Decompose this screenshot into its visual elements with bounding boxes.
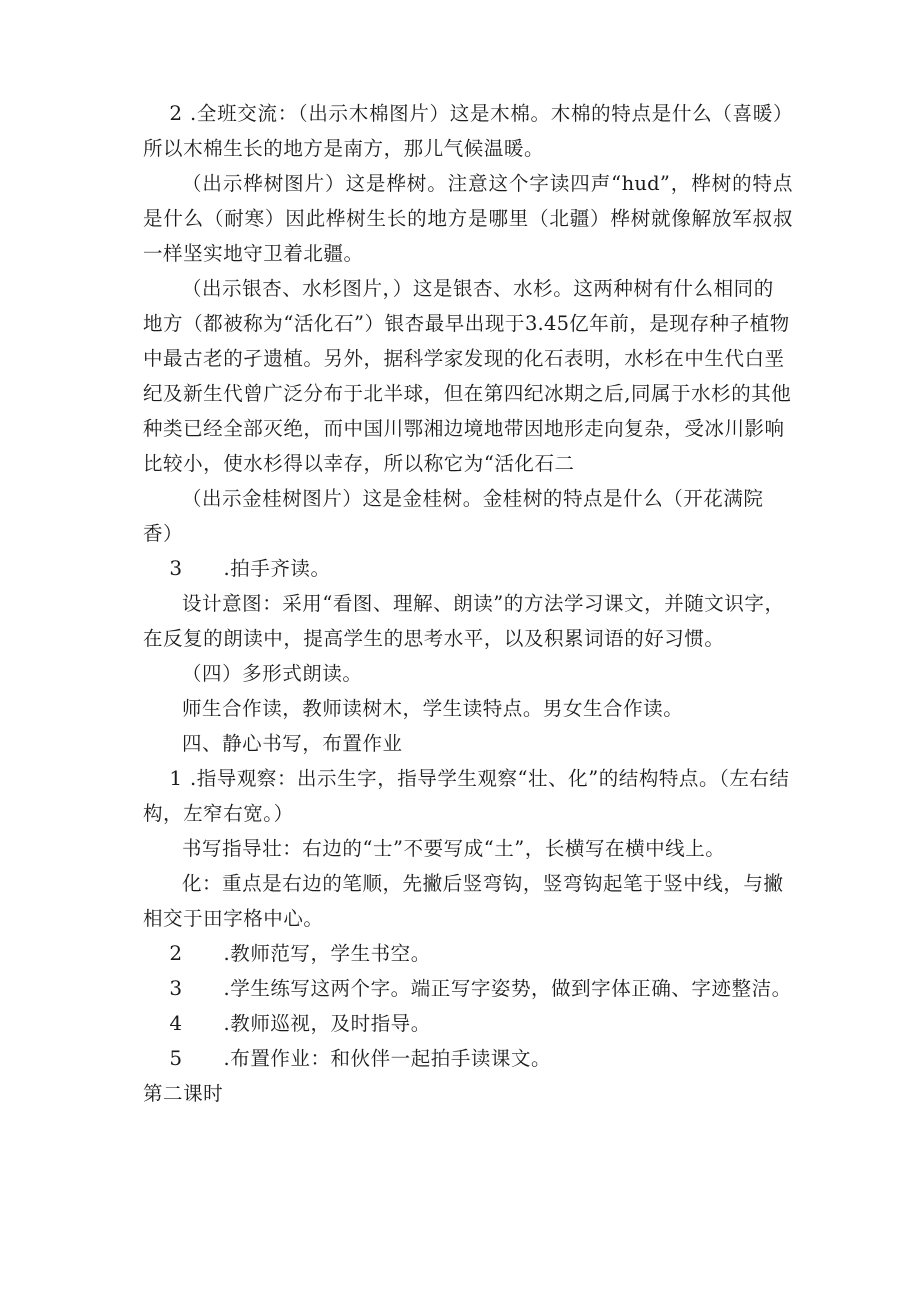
paragraph-text: .布置作业：和伙伴一起拍手读课文。 (223, 1047, 552, 1070)
list-number: 1 (169, 766, 183, 790)
paragraph-writing-guidance-zhuang: 书写指导壮：右边的“士”不要写成“土”，长横写在横中线上。 (182, 837, 726, 860)
paragraph-heading-writing-homework: 四、静心书写，布置作业 (182, 732, 403, 755)
list-number: 4 (169, 1011, 183, 1035)
paragraph-teacher-inspection (143, 1006, 793, 1041)
paragraph-text-part-a: （出示银杏、水杉图片，）这是银杏、水杉。这两种树有什么相同的地方（都被称为“活化石”）银杏最早出现于 (143, 277, 774, 335)
paragraph-writing-guidance-hua: 化：重点是右边的笔顺，先撇后竖弯钩，竖弯钩起笔于竖中线，与撇相交于田字格中心。 (143, 872, 784, 930)
paragraph-ginkgo-metasequoia (143, 271, 793, 481)
paragraph-student-practice (143, 971, 793, 1006)
paragraph-text: .指导观察：出示生字，指导学生观察“壮、化”的结构特点。（左右结构，左窄右宽。） (143, 767, 790, 825)
paragraph-text: .学生练写这两个字。端正写字姿势，做到字体正确、字迹整洁。 (223, 977, 792, 1000)
paragraph-text: .教师范写，学生书空。 (223, 942, 431, 965)
paragraph-section-four-reading: （四）多形式朗读。 (182, 662, 363, 685)
paragraph-text-part-b: ”，桦树的特点是什么（耐寒）因此桦树生长的地方是哪里（北疆）桦树就像解放军叔叔一样坚实地守卫着北疆。 (143, 172, 793, 265)
paragraph-text: .全班交流：（出示木棉图片）这是木棉。木棉的特点是什么（喜暖）所以木棉生长的地方是南方，那儿气候温暖。 (143, 102, 793, 160)
paragraph-text: .教师巡视，及时指导。 (223, 1012, 431, 1035)
list-number: 3 (169, 976, 183, 1000)
paragraph-design-intent: 设计意图：采用“看图、理解、朗读”的方法学习课文，并随文识字，在反复的朗读中，提高学生的思考水平，以及积累词语的好习惯。 (143, 592, 785, 650)
paragraph-birch-tree (143, 166, 793, 271)
list-number: 5 (169, 1046, 183, 1070)
paragraph-guided-observation (143, 761, 793, 831)
pinyin-text: hud (621, 172, 660, 195)
list-number: 3 (169, 556, 183, 580)
list-number: 2 (169, 941, 183, 965)
paragraph-class-discussion (143, 96, 793, 166)
paragraph-osmanthus-tree: （出示金桂树图片）这是金桂树。金桂树的特点是什么（开花满院香） (143, 487, 764, 545)
numeric-value: 3.45 (524, 312, 570, 335)
paragraph-assign-homework (143, 1041, 793, 1076)
list-number: 2 (169, 101, 183, 125)
paragraph-cooperative-reading: 师生合作读，教师读树木，学生读特点。男女生合作读。 (182, 697, 684, 720)
paragraph-clap-read (143, 551, 793, 586)
paragraph-text-part-a: （出示桦树图片）这是桦树。注意这个字读四声“ (182, 172, 622, 195)
document-body (143, 96, 793, 1111)
paragraph-text: .拍手齐读。 (223, 557, 331, 580)
paragraph-lesson-two-heading: 第二课时 (143, 1082, 224, 1105)
paragraph-text-part-b: 亿年前，是现存种子植物中最古老的孑遗植。另外，据科学家发现的化石表明，水杉在中生代白垩纪及新生代曾广泛分布于北半球，但在第四纪冰期之后,同属于水杉的其他种类已经全部灭绝，而中国川鄂湘边境地带因地形走向复杂，受冰川影响比较小，使水杉得以幸存，所以称它为“活化石二 (143, 312, 792, 475)
paragraph-teacher-demo-writing (143, 936, 793, 971)
